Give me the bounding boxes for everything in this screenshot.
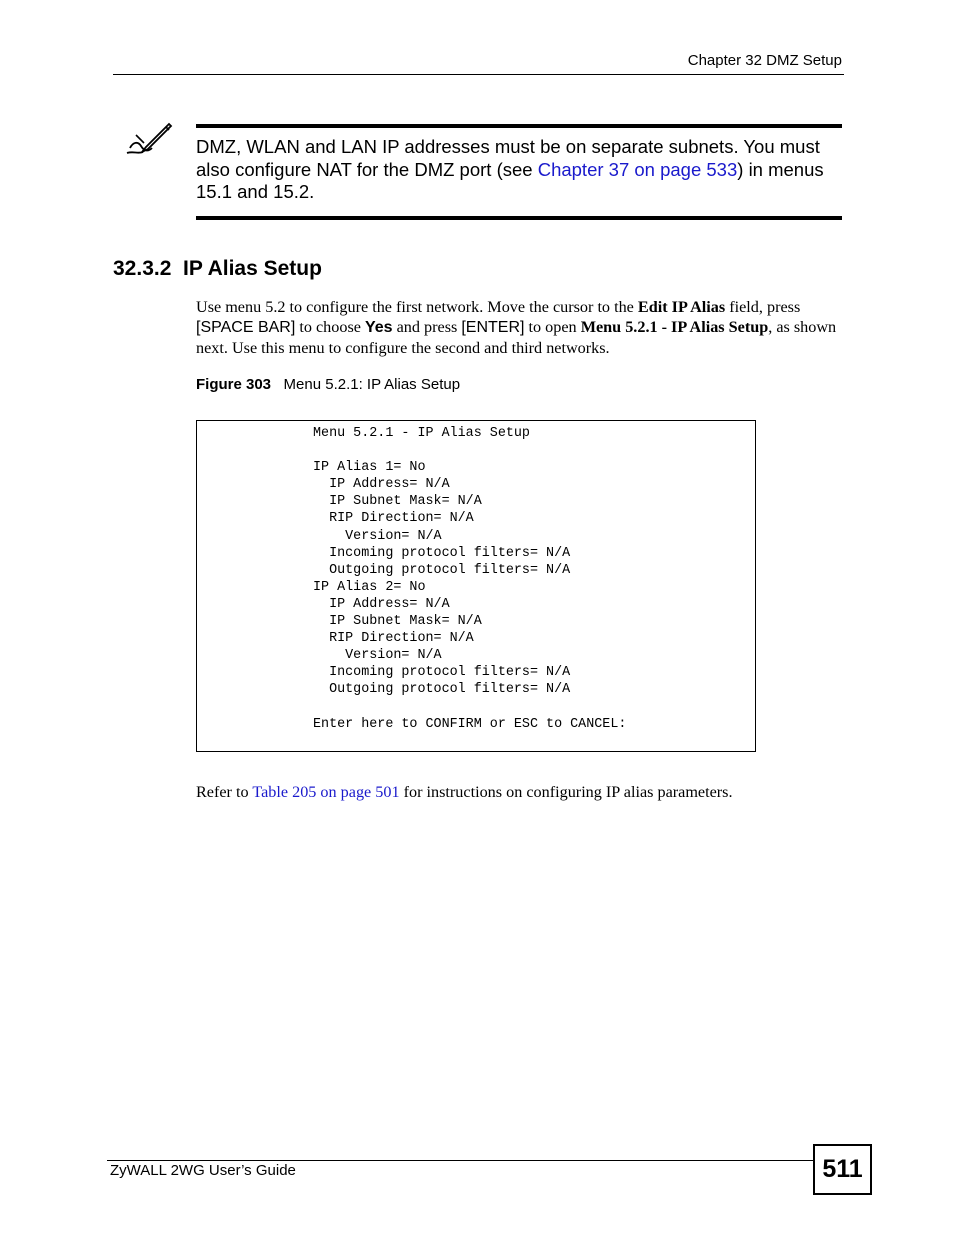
menu-line: Menu 5.2.1 - IP Alias Setup: [313, 426, 530, 441]
figure-title: Menu 5.2.1: IP Alias Setup: [283, 376, 461, 393]
menu-line: IP Subnet Mask= N/A: [313, 614, 482, 630]
page-number: 511: [813, 1144, 872, 1195]
note-text-before: DMZ, WLAN and LAN IP addresses must be on separate subnets. You must also configure NAT for the DMZ port (see: [196, 136, 820, 180]
body-text: Use menu 5.2 to configure the first network. Move the cursor to the: [196, 298, 638, 316]
menu-line: Outgoing protocol filters= N/A: [313, 562, 571, 578]
menu-line: Version= N/A: [313, 528, 442, 544]
note-text-after: ) in menus 15.1 and 15.2.: [196, 158, 824, 202]
refer-text: for instructions on configuring IP alias parameters.: [399, 783, 733, 801]
note-text: [196, 136, 842, 204]
body-text: , as shown next. Use this menu to configure the second and third networks.: [196, 318, 837, 357]
menu-screen-box: [196, 420, 756, 752]
menu-line: Incoming protocol filters= N/A: [313, 665, 571, 681]
footer-rule: [107, 1160, 814, 1161]
pencil-note-icon: [124, 121, 174, 161]
note-chapter-link[interactable]: Chapter 37 on page 533: [537, 158, 738, 180]
note-bottom-rule: [196, 216, 842, 220]
footer-guide-title: ZyWALL 2WG User’s Guide: [110, 1162, 296, 1179]
menu-line: IP Subnet Mask= N/A: [313, 494, 482, 510]
body-paragraph: [196, 297, 846, 358]
body-bold-yes: Yes: [364, 319, 393, 336]
body-text: field, press: [725, 298, 801, 316]
menu-line: IP Alias 1= No: [313, 460, 426, 476]
menu-line: IP Address= N/A: [313, 477, 450, 493]
body-text: and press: [392, 318, 462, 336]
menu-line: IP Address= N/A: [313, 596, 450, 612]
figure-label: Figure 303: [196, 376, 272, 393]
menu-line: [313, 442, 626, 459]
menu-line: Version= N/A: [313, 648, 442, 664]
refer-paragraph: [196, 783, 733, 802]
table-link[interactable]: Table 205 on page 501: [252, 783, 400, 801]
note-top-rule: [196, 124, 842, 128]
body-key-enter: [ENTER]: [461, 319, 525, 336]
menu-line: RIP Direction= N/A: [313, 631, 474, 647]
menu-line: IP Alias 2= No: [313, 579, 426, 595]
running-header-chapter: Chapter 32 DMZ Setup: [687, 52, 842, 69]
header-rule: [113, 74, 844, 75]
body-key-space-bar: [SPACE BAR]: [196, 319, 296, 336]
figure-caption: [196, 376, 460, 393]
menu-line: Outgoing protocol filters= N/A: [313, 682, 571, 698]
body-text: to open: [524, 318, 581, 336]
refer-text: Refer to: [196, 783, 253, 801]
body-text: to choose: [295, 318, 365, 336]
menu-screen-text: [313, 425, 626, 733]
body-bold-menu-name: Menu 5.2.1 - IP Alias Setup: [580, 318, 769, 336]
menu-line: [313, 699, 626, 716]
body-bold-edit-ip-alias: Edit IP Alias: [637, 298, 726, 316]
menu-line: RIP Direction= N/A: [313, 511, 474, 527]
menu-line: Incoming protocol filters= N/A: [313, 545, 571, 561]
menu-line: Enter here to CONFIRM or ESC to CANCEL:: [313, 716, 627, 732]
section-heading: 32.3.2 IP Alias Setup: [113, 257, 322, 280]
